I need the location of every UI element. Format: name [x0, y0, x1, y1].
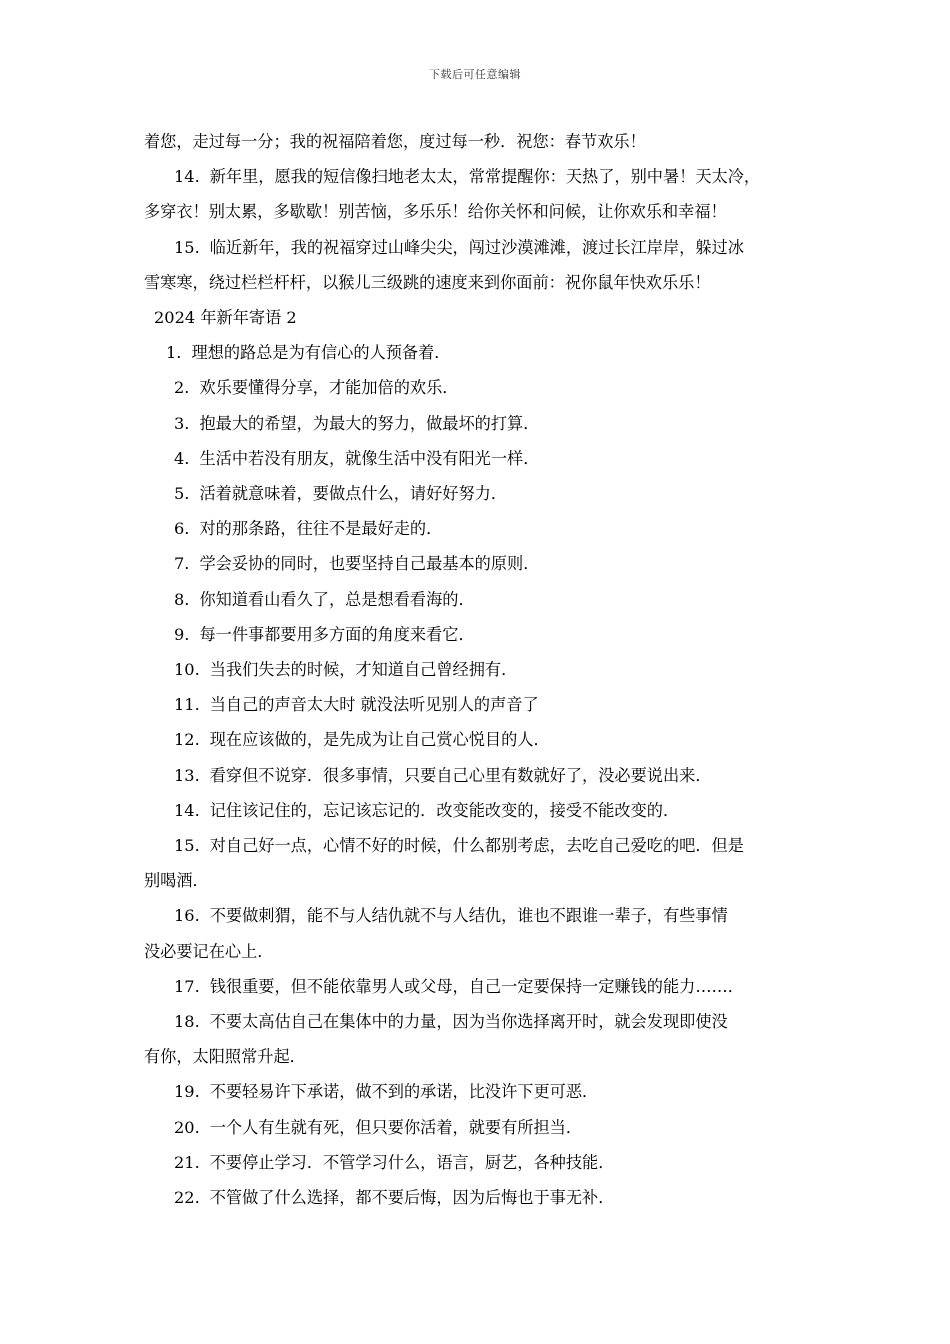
item-text: 一个人有生就有死，但只要你活着，就要有所担当． — [209, 1117, 583, 1137]
sayings-list — [144, 335, 814, 1215]
item-text: 记住该记住的，忘记该忘记的．改变能改变的，接受不能改变的． — [209, 800, 680, 820]
paragraph-continued: 着您，走过每一分；我的祝福陪着您，度过每一秒．祝您：春节欢乐！ — [144, 132, 646, 151]
paragraph-14-line-2: 多穿衣！别太累，多歇歇！别苦恼，多乐乐！给你关怀和问候，让你欢乐和幸福！ — [144, 202, 727, 222]
list-item — [144, 441, 814, 476]
item-number: 15. — [174, 836, 200, 856]
item-text: 不要轻易许下承诺，做不到的承诺，比没许下更可恶． — [209, 1082, 599, 1102]
list-item — [144, 370, 814, 405]
item-number: 8. — [174, 589, 190, 609]
item-number: 3. — [174, 413, 190, 433]
page-header: 下载后可任意编辑 — [429, 68, 521, 81]
list-item — [144, 406, 814, 441]
item-number: 20. — [174, 1117, 200, 1137]
list-item — [144, 758, 814, 793]
list-item — [144, 1074, 814, 1109]
item-number: 4. — [174, 448, 190, 468]
item-text: 抱最大的希望，为最大的努力，做最坏的打算． — [199, 413, 540, 433]
item-text: 对自己好一点，心情不好的时候，什么都别考虑，去吃自己爱吃的吧．但是 — [209, 836, 744, 856]
item-number: 18. — [174, 1012, 200, 1032]
list-item — [144, 687, 814, 722]
item-number: 5. — [174, 484, 190, 504]
item-number: 6. — [174, 519, 190, 539]
list-item — [144, 617, 814, 652]
item-number: 12. — [174, 730, 200, 750]
list-item-continuation: 没必要记在心上． — [144, 941, 274, 961]
item-text: 对的那条路，往往不是最好走的． — [199, 519, 443, 539]
list-item — [144, 1110, 814, 1145]
item-number: 19. — [174, 1082, 200, 1102]
item-text: 当自己的声音太大时 就没法听见别人的声音了 — [209, 695, 539, 715]
item-text: 现在应该做的，是先成为让自己赏心悦目的人． — [209, 730, 550, 750]
list-item — [144, 828, 814, 863]
list-item — [144, 511, 814, 546]
list-item-continuation: 别喝酒． — [144, 871, 209, 891]
list-item — [144, 1004, 814, 1039]
item-text: 不要停止学习．不管学习什么，语言，厨艺，各种技能． — [209, 1152, 615, 1172]
item-text: 学会妥协的同时，也要坚持自己最基本的原则． — [199, 554, 540, 574]
section-title: 2024 年新年寄语 2 — [154, 308, 297, 328]
list-item — [144, 582, 814, 617]
item-number: 10. — [174, 660, 200, 680]
list-item-continuation: 有你，太阳照常升起． — [144, 1047, 306, 1067]
item-number: 13. — [174, 765, 200, 785]
item-number: 11. — [174, 695, 200, 715]
item-number: 9. — [174, 624, 190, 644]
paragraph-15-line-1 — [144, 230, 814, 265]
item-number: 21. — [174, 1152, 200, 1172]
list-item — [144, 1145, 814, 1180]
list-item — [144, 335, 814, 370]
list-item — [144, 476, 814, 511]
list-item — [144, 722, 814, 757]
paragraph-15-line-2: 雪寒寒，绕过栏栏杆杆，以猴儿三级跳的速度来到你面前：祝你鼠年快欢乐乐！ — [144, 272, 711, 292]
item-number: 7. — [174, 554, 190, 574]
item-text: 不要做刺猬，能不与人结仇就不与人结仇，谁也不跟谁一辈子，有些事情 — [209, 906, 728, 926]
item-text: 生活中若没有朋友，就像生活中没有阳光一样． — [199, 448, 540, 468]
paragraph-text: 新年里，愿我的短信像扫地老太太，常常提醒你：天热了，别中暑！天太冷， — [209, 167, 761, 187]
item-text: 欢乐要懂得分享，才能加倍的欢乐． — [199, 378, 459, 398]
item-text: 每一件事都要用多方面的角度来看它． — [199, 624, 475, 644]
item-text: 活着就意味着，要做点什么，请好好努力． — [199, 484, 508, 504]
item-number: 2. — [174, 378, 190, 398]
item-text: 你知道看山看久了，总是想看看海的． — [199, 589, 475, 609]
list-item — [144, 898, 814, 933]
item-number: 22. — [174, 1188, 200, 1208]
item-text: 看穿但不说穿．很多事情，只要自己心里有数就好了，没必要说出来． — [209, 765, 712, 785]
item-text: 当我们失去的时候，才知道自己曾经拥有． — [209, 660, 518, 680]
item-text: 不管做了什么选择，都不要后悔，因为后悔也于事无补． — [209, 1188, 615, 1208]
paragraph-14-line-1 — [144, 159, 814, 194]
document-body — [144, 124, 814, 1215]
item-number: 14. — [174, 800, 200, 820]
list-item — [144, 969, 814, 1004]
item-number: 17. — [174, 976, 200, 996]
item-number: 15. — [174, 237, 200, 257]
item-number: 1. — [166, 343, 182, 363]
list-item — [144, 793, 814, 828]
list-item — [144, 1180, 814, 1215]
item-number: 14. — [174, 167, 200, 187]
item-text: 钱很重要，但不能依靠男人或父母，自己一定要保持一定赚钱的能力……． — [209, 976, 744, 996]
list-item — [144, 652, 814, 687]
item-text: 不要太高估自己在集体中的力量，因为当你选择离开时，就会发现即使没 — [209, 1012, 728, 1032]
item-number: 16. — [174, 906, 200, 926]
item-text: 理想的路总是为有信心的人预备着． — [191, 343, 451, 363]
paragraph-text: 临近新年，我的祝福穿过山峰尖尖，闯过沙漠滩滩，渡过长江岸岸，躲过冰 — [209, 237, 744, 257]
list-item — [144, 546, 814, 581]
